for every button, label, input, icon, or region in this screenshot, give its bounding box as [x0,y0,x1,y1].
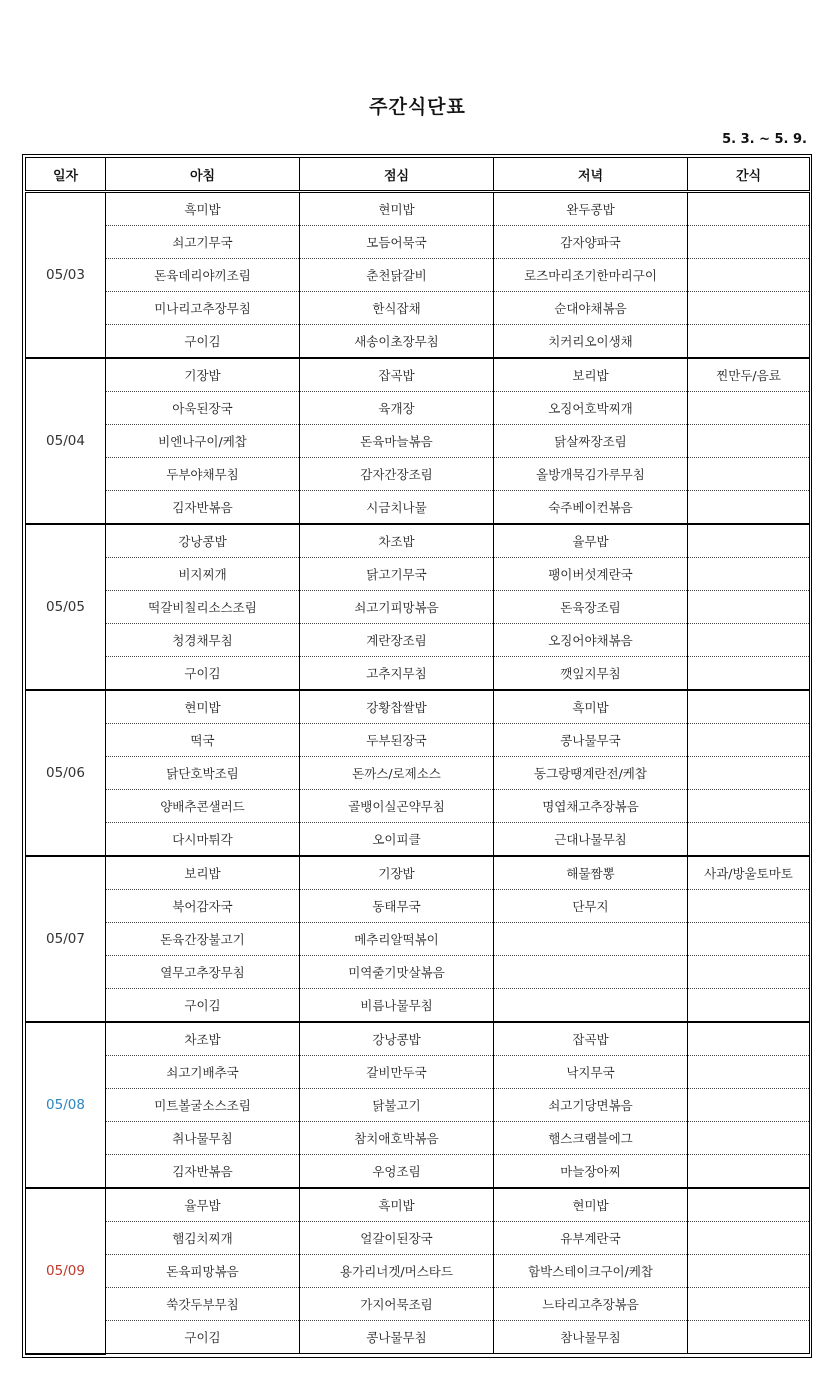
date-cell: 05/06 [26,690,106,856]
lunch-item: 메추리알떡볶이 [300,923,494,956]
lunch-item: 잡곡밥 [300,358,494,392]
breakfast-item: 햄김치찌개 [106,1222,300,1255]
snack-item: 사과/방울토마토 [688,856,810,890]
breakfast-item: 돈육피망볶음 [106,1255,300,1288]
snack-item [688,226,810,259]
lunch-item: 육개장 [300,392,494,425]
breakfast-item: 미트볼굴소스조림 [106,1089,300,1122]
breakfast-item: 쇠고기배추국 [106,1056,300,1089]
snack-item [688,823,810,857]
lunch-item: 고추지무침 [300,657,494,691]
date-range: 5. 3. ~ 5. 9. [722,132,807,147]
breakfast-item: 구이김 [106,989,300,1023]
lunch-item: 콩나물무침 [300,1321,494,1354]
table-row [26,458,810,491]
dinner-item: 느타리고추장볶음 [494,1288,688,1321]
dinner-item: 보리밥 [494,358,688,392]
lunch-item: 골뱅이실곤약무침 [300,790,494,823]
header-dinner: 저녁 [494,158,688,192]
breakfast-item: 미나리고추장무침 [106,292,300,325]
snack-item: 찐만두/음료 [688,358,810,392]
lunch-item: 돈육마늘볶음 [300,425,494,458]
dinner-item: 명엽채고추장볶음 [494,790,688,823]
breakfast-item: 닭단호박조림 [106,757,300,790]
table-row [26,890,810,923]
dinner-item [494,923,688,956]
table-row [26,624,810,657]
table-row [26,226,810,259]
table-row [26,724,810,757]
snack-item [688,657,810,691]
breakfast-item: 김자반볶음 [106,491,300,525]
dinner-item: 단무지 [494,890,688,923]
lunch-item: 기장밥 [300,856,494,890]
breakfast-item: 구이김 [106,657,300,691]
breakfast-item: 기장밥 [106,358,300,392]
dinner-item [494,989,688,1023]
lunch-item: 모듬어묵국 [300,226,494,259]
date-cell: 05/07 [26,856,106,1022]
date-cell: 05/08 [26,1022,106,1188]
table-row [26,292,810,325]
breakfast-item: 청경채무침 [106,624,300,657]
snack-item [688,1255,810,1288]
table-row [26,1089,810,1122]
table-row [26,392,810,425]
dinner-item: 감자양파국 [494,226,688,259]
snack-item [688,558,810,591]
lunch-item: 얼갈이된장국 [300,1222,494,1255]
snack-item [688,591,810,624]
breakfast-item: 보리밥 [106,856,300,890]
breakfast-item: 흑미밥 [106,192,300,226]
lunch-item: 새송이초장무침 [300,325,494,359]
snack-item [688,923,810,956]
snack-item [688,724,810,757]
lunch-item: 닭고기무국 [300,558,494,591]
lunch-item: 닭불고기 [300,1089,494,1122]
lunch-item: 쇠고기피망볶음 [300,591,494,624]
snack-item [688,1089,810,1122]
header-breakfast: 아침 [106,158,300,192]
dinner-item: 참나물무침 [494,1321,688,1354]
dinner-item [494,956,688,989]
dinner-item: 돈육장조림 [494,591,688,624]
breakfast-item: 돈육데리야끼조림 [106,259,300,292]
breakfast-item: 구이김 [106,1321,300,1354]
breakfast-item: 아욱된장국 [106,392,300,425]
dinner-item: 깻잎지무침 [494,657,688,691]
dinner-item: 오징어야채볶음 [494,624,688,657]
lunch-item: 현미밥 [300,192,494,226]
dinner-item: 함박스테이크구이/케찹 [494,1255,688,1288]
snack-item [688,1022,810,1056]
dinner-item: 쇠고기당면볶음 [494,1089,688,1122]
snack-item [688,1321,810,1354]
breakfast-item: 비지찌개 [106,558,300,591]
snack-item [688,1222,810,1255]
dinner-item: 흑미밥 [494,690,688,724]
lunch-item: 강낭콩밥 [300,1022,494,1056]
snack-item [688,425,810,458]
snack-item [688,989,810,1023]
snack-item [688,956,810,989]
page-title: 주간식단표 [369,96,466,118]
lunch-item: 갈비만두국 [300,1056,494,1089]
table-row [26,1321,810,1354]
breakfast-item: 돈육간장불고기 [106,923,300,956]
table-row [26,790,810,823]
lunch-item: 오이피클 [300,823,494,857]
table-row [26,591,810,624]
dinner-item: 현미밥 [494,1188,688,1222]
dinner-item: 유부계란국 [494,1222,688,1255]
dinner-item: 마늘장아찌 [494,1155,688,1189]
weekly-menu-table-frame [22,154,812,1358]
table-row [26,1288,810,1321]
lunch-item: 미역줄기맛살볶음 [300,956,494,989]
snack-item [688,1056,810,1089]
table-row [26,823,810,857]
lunch-item: 동태무국 [300,890,494,923]
lunch-item: 참치애호박볶음 [300,1122,494,1155]
dinner-item: 숙주베이컨볶음 [494,491,688,525]
table-row [26,558,810,591]
header-snack: 간식 [688,158,810,192]
dinner-item: 올방개묵김가루무침 [494,458,688,491]
breakfast-item: 율무밥 [106,1188,300,1222]
lunch-item: 감자간장조림 [300,458,494,491]
snack-item [688,524,810,558]
snack-item [688,325,810,359]
breakfast-item: 쑥갓두부무침 [106,1288,300,1321]
table-row [26,1155,810,1189]
table-row [26,923,810,956]
lunch-item: 한식잡채 [300,292,494,325]
lunch-item: 흑미밥 [300,1188,494,1222]
lunch-item: 계란장조림 [300,624,494,657]
dinner-item: 치커리오이생채 [494,325,688,359]
table-row [26,524,810,558]
breakfast-item: 두부야채무침 [106,458,300,491]
header-date: 일자 [26,158,106,192]
breakfast-item: 현미밥 [106,690,300,724]
lunch-item: 가지어묵조림 [300,1288,494,1321]
date-cell: 05/09 [26,1188,106,1354]
table-row [26,1255,810,1288]
table-row [26,856,810,890]
table-row [26,956,810,989]
snack-item [688,790,810,823]
dinner-item: 잡곡밥 [494,1022,688,1056]
table-row [26,425,810,458]
snack-item [688,192,810,226]
table-row [26,325,810,359]
dinner-item: 순대야채볶음 [494,292,688,325]
header-lunch: 점심 [300,158,494,192]
table-row [26,1188,810,1222]
dinner-item: 율무밥 [494,524,688,558]
breakfast-item: 떡국 [106,724,300,757]
dinner-item: 오징어호박찌개 [494,392,688,425]
dinner-item: 콩나물무국 [494,724,688,757]
breakfast-item: 강낭콩밥 [106,524,300,558]
breakfast-item: 떡갈비칠리소스조림 [106,591,300,624]
breakfast-item: 양배추콘샐러드 [106,790,300,823]
table-row [26,1022,810,1056]
table-row [26,358,810,392]
breakfast-item: 김자반볶음 [106,1155,300,1189]
snack-item [688,1155,810,1189]
snack-item [688,392,810,425]
dinner-item: 닭살짜장조림 [494,425,688,458]
breakfast-item: 쇠고기무국 [106,226,300,259]
table-row [26,690,810,724]
breakfast-item: 다시마튀각 [106,823,300,857]
dinner-item: 낙지무국 [494,1056,688,1089]
table-row [26,1122,810,1155]
menu-body [26,192,810,1354]
snack-item [688,1122,810,1155]
snack-item [688,1188,810,1222]
breakfast-item: 구이김 [106,325,300,359]
date-cell: 05/03 [26,192,106,359]
lunch-item: 비름나물무침 [300,989,494,1023]
table-row [26,259,810,292]
dinner-item: 근대나물무침 [494,823,688,857]
date-cell: 05/04 [26,358,106,524]
table-row [26,1222,810,1255]
dinner-item: 로즈마리조기한마리구이 [494,259,688,292]
snack-item [688,690,810,724]
dinner-item: 동그랑땡계란전/케찹 [494,757,688,790]
lunch-item: 우엉조림 [300,1155,494,1189]
weekly-menu-table [25,157,810,1355]
lunch-item: 강황찹쌀밥 [300,690,494,724]
dinner-item: 햄스크램블에그 [494,1122,688,1155]
table-row [26,657,810,691]
lunch-item: 용가리너겟/머스타드 [300,1255,494,1288]
lunch-item: 돈까스/로제소스 [300,757,494,790]
breakfast-item: 비엔나구이/케찹 [106,425,300,458]
snack-item [688,1288,810,1321]
snack-item [688,757,810,790]
table-row [26,757,810,790]
snack-item [688,259,810,292]
header-row [26,158,810,192]
lunch-item: 시금치나물 [300,491,494,525]
breakfast-item: 취나물무침 [106,1122,300,1155]
breakfast-item: 열무고추장무침 [106,956,300,989]
snack-item [688,890,810,923]
table-row [26,989,810,1023]
lunch-item: 춘천닭갈비 [300,259,494,292]
table-row [26,491,810,525]
snack-item [688,458,810,491]
dinner-item: 팽이버섯계란국 [494,558,688,591]
table-row [26,1056,810,1089]
snack-item [688,292,810,325]
breakfast-item: 북어감자국 [106,890,300,923]
snack-item [688,624,810,657]
lunch-item: 두부된장국 [300,724,494,757]
breakfast-item: 차조밥 [106,1022,300,1056]
date-cell: 05/05 [26,524,106,690]
table-row [26,192,810,226]
lunch-item: 차조밥 [300,524,494,558]
dinner-item: 해물짬뽕 [494,856,688,890]
dinner-item: 완두콩밥 [494,192,688,226]
snack-item [688,491,810,525]
